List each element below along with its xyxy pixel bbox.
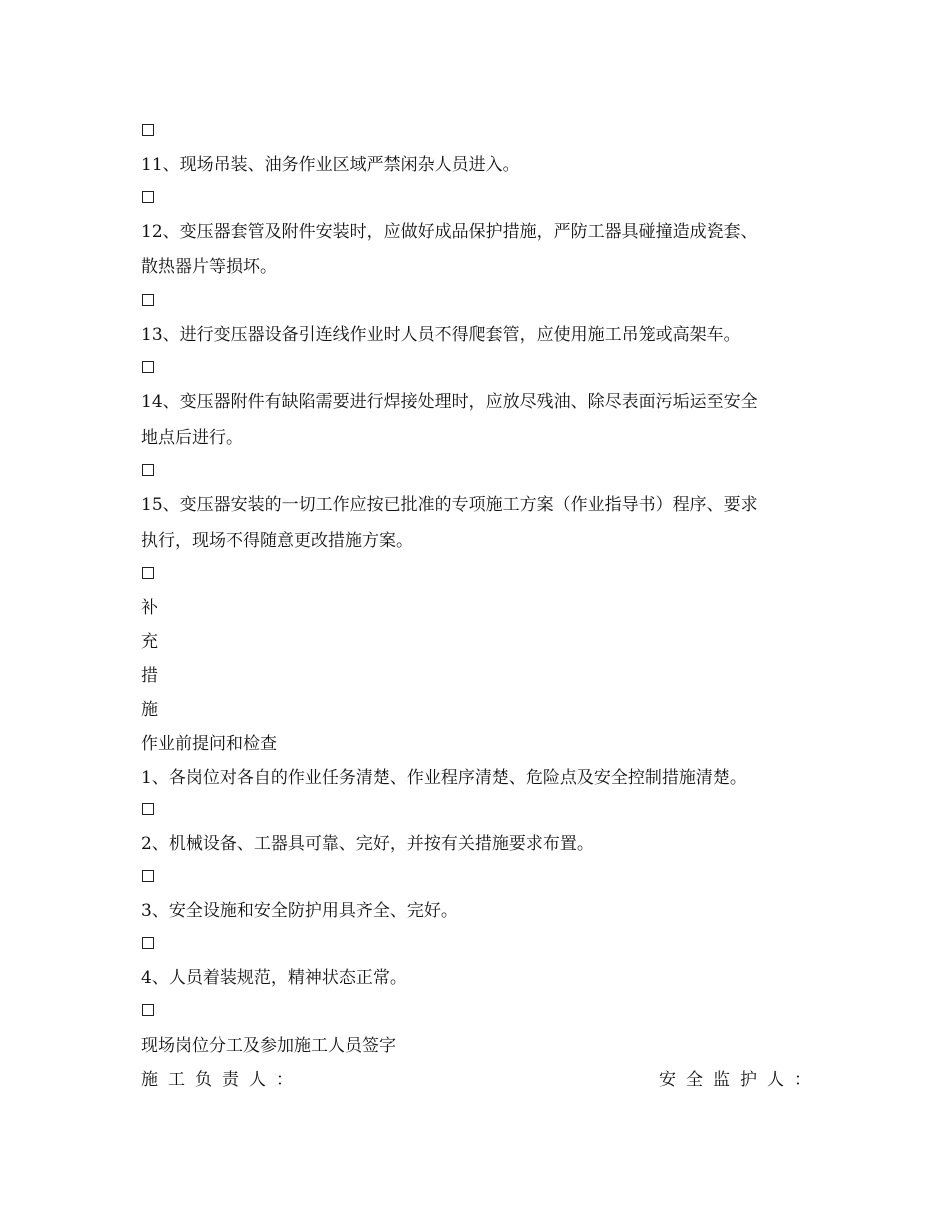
checkbox[interactable]: [142, 803, 154, 815]
checkbox[interactable]: [142, 937, 154, 949]
pre-work-item-2: 2、机械设备、工器具可靠、完好，并按有关措施要求布置。: [141, 834, 594, 854]
checkbox[interactable]: [142, 464, 154, 476]
safety-supervisor-label: 安全监护人：: [659, 1070, 821, 1090]
checkbox[interactable]: [142, 567, 154, 579]
pre-work-title: 作业前提问和检查: [141, 734, 277, 754]
checkbox[interactable]: [142, 294, 154, 306]
pre-work-item-4: 4、人员着装规范，精神状态正常。: [141, 968, 407, 988]
measure-item-12: 12、变压器套管及附件安装时，应做好成品保护措施，严防工器具碰撞造成瓷套、: [141, 222, 758, 242]
pre-work-item-3: 3、安全设施和安全防护用具齐全、完好。: [141, 901, 458, 921]
checkbox[interactable]: [142, 870, 154, 882]
checkbox[interactable]: [142, 361, 154, 373]
measure-item-11: 11、现场吊装、油务作业区域严禁闲杂人员进入。: [141, 155, 520, 175]
sign-title: 现场岗位分工及参加施工人员签字: [141, 1036, 396, 1056]
checkbox[interactable]: [142, 1004, 154, 1016]
supplement-label-char: 充: [141, 632, 158, 652]
checkbox[interactable]: [142, 124, 154, 136]
measure-item-15: 15、变压器安装的一切工作应按已批准的专项施工方案（作业指导书）程序、要求: [141, 495, 758, 515]
measure-item-14-continuation: 地点后进行。: [141, 428, 243, 448]
checkbox[interactable]: [142, 191, 154, 203]
measure-item-13: 13、进行变压器设备引连线作业时人员不得爬套管，应使用施工吊笼或高架车。: [141, 325, 741, 345]
pre-work-item-1: 1、各岗位对各自的作业任务清楚、作业程序清楚、危险点及安全控制措施清楚。: [141, 768, 747, 788]
measure-item-12-continuation: 散热器片等损坏。: [141, 257, 277, 277]
supplement-label-char: 补: [141, 598, 158, 618]
measure-item-14: 14、变压器附件有缺陷需要进行焊接处理时，应放尽残油、除尽表面污垢运至安全: [141, 392, 758, 412]
supplement-label-char: 措: [141, 666, 158, 686]
construction-leader-label: 施工负责人：: [141, 1070, 303, 1090]
measure-item-15-continuation: 执行，现场不得随意更改措施方案。: [141, 531, 413, 551]
signature-row: [141, 1070, 821, 1090]
supplement-label-char: 施: [141, 700, 158, 720]
